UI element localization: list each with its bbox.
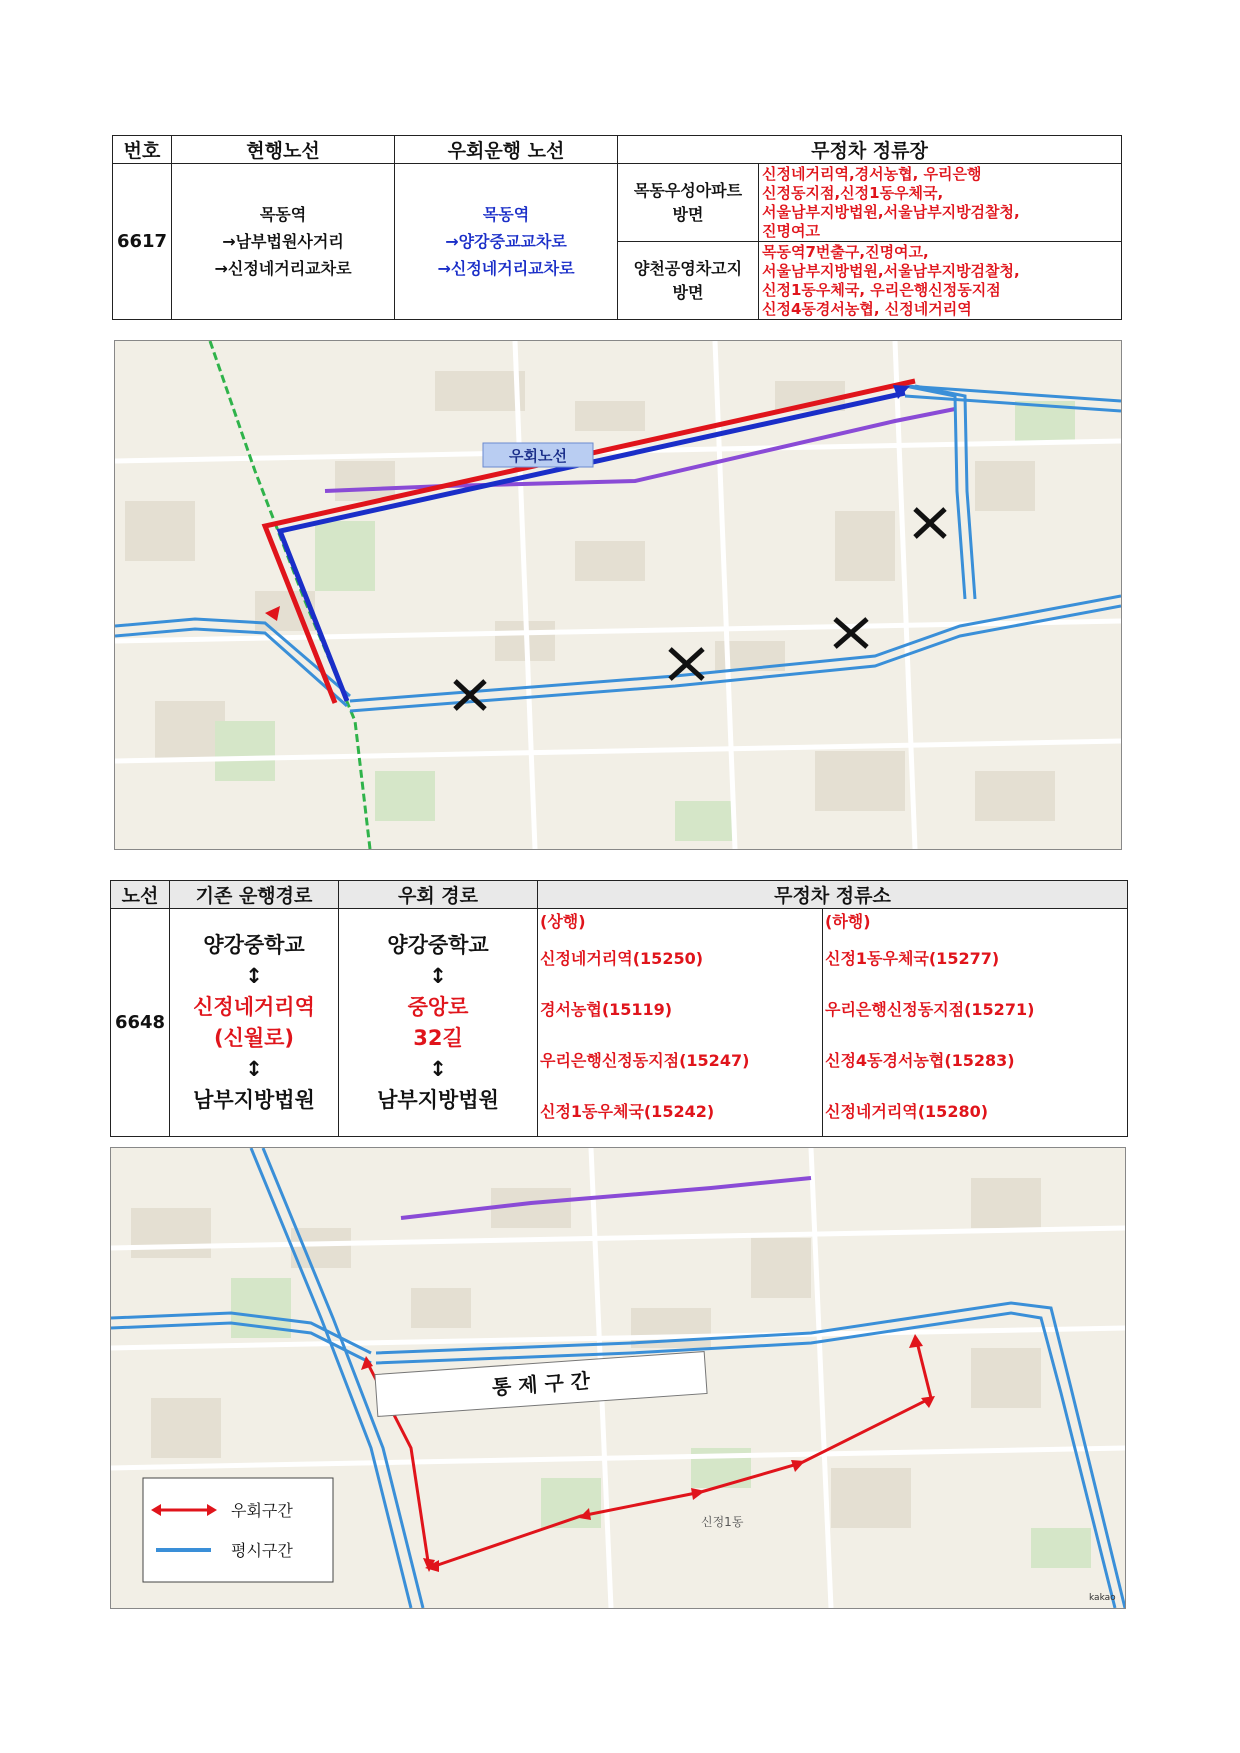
map-legend [143, 1478, 333, 1582]
header-nonstop-stops: 무정차 정류장 [618, 136, 1122, 164]
route-6648-table [110, 880, 1128, 1137]
up-stop: 경서농협(15119) [538, 983, 823, 1034]
up-stop: 신정네거리역(15250) [538, 932, 823, 983]
route-number: 6617 [113, 164, 172, 320]
current-route: 목동역 →남부법원사거리 →신정네거리교차로 [172, 164, 395, 320]
up-stop: 신정1동우체국(15242) [538, 1085, 823, 1137]
detour-route: 목동역 →양강중교교차로 →신정네거리교차로 [395, 164, 618, 320]
existing-path: 양강중학교 ↕ 신정네거리역 (신월로) ↕ 남부지방법원 [170, 909, 339, 1137]
down-direction-title: (하행) [823, 909, 1128, 933]
detour-map-6648 [110, 1147, 1126, 1609]
header-detour-path: 우회 경로 [339, 881, 538, 909]
up-stop: 우리은행신정동지점(15247) [538, 1034, 823, 1085]
header-nonstop-stops: 무정차 정류소 [538, 881, 1128, 909]
header-current-route: 현행노선 [172, 136, 395, 164]
direction-2-name: 양천공영차고지 방면 [618, 242, 759, 320]
up-direction-title: (상행) [538, 909, 823, 933]
down-stop: 신정4동경서농협(15283) [823, 1034, 1128, 1085]
route-label: 우회노선 [509, 447, 567, 465]
map-watermark: kakao [1089, 1593, 1116, 1603]
place-label: 신정1동 [701, 1515, 744, 1529]
control-section-label: 통 제 구 간 [491, 1368, 591, 1400]
legend-detour-label: 우회구간 [231, 1501, 293, 1520]
header-route: 노선 [111, 881, 170, 909]
map-6617-svg [115, 341, 1121, 849]
route-number: 6648 [111, 909, 170, 1137]
legend-normal-label: 평시구간 [231, 1541, 293, 1560]
header-number: 번호 [113, 136, 172, 164]
down-stop: 신정네거리역(15280) [823, 1085, 1128, 1137]
route-6617-table [112, 135, 1122, 320]
header-existing-path: 기존 운행경로 [170, 881, 339, 909]
direction-2-stops: 목동역7번출구,진명여고, 서울남부지방법원,서울남부지방검찰청, 신정1동우체국, 우리은행신정동지점 신정4동경서농협, 신정네거리역 [759, 242, 1122, 320]
down-stop: 우리은행신정동지점(15271) [823, 983, 1128, 1034]
header-detour-route: 우회운행 노선 [395, 136, 618, 164]
direction-1-name: 목동우성아파트 방면 [618, 164, 759, 242]
direction-1-stops: 신정네거리역,경서농협, 우리은행 신정동지점,신정1동우체국, 서울남부지방법원,서울남부지방검찰청, 진명여고 [759, 164, 1122, 242]
detour-map-6617 [114, 340, 1122, 850]
map-6648-svg [111, 1148, 1125, 1608]
detour-path: 양강중학교 ↕ 중앙로 32길 ↕ 남부지방법원 [339, 909, 538, 1137]
down-stop: 신정1동우체국(15277) [823, 932, 1128, 983]
